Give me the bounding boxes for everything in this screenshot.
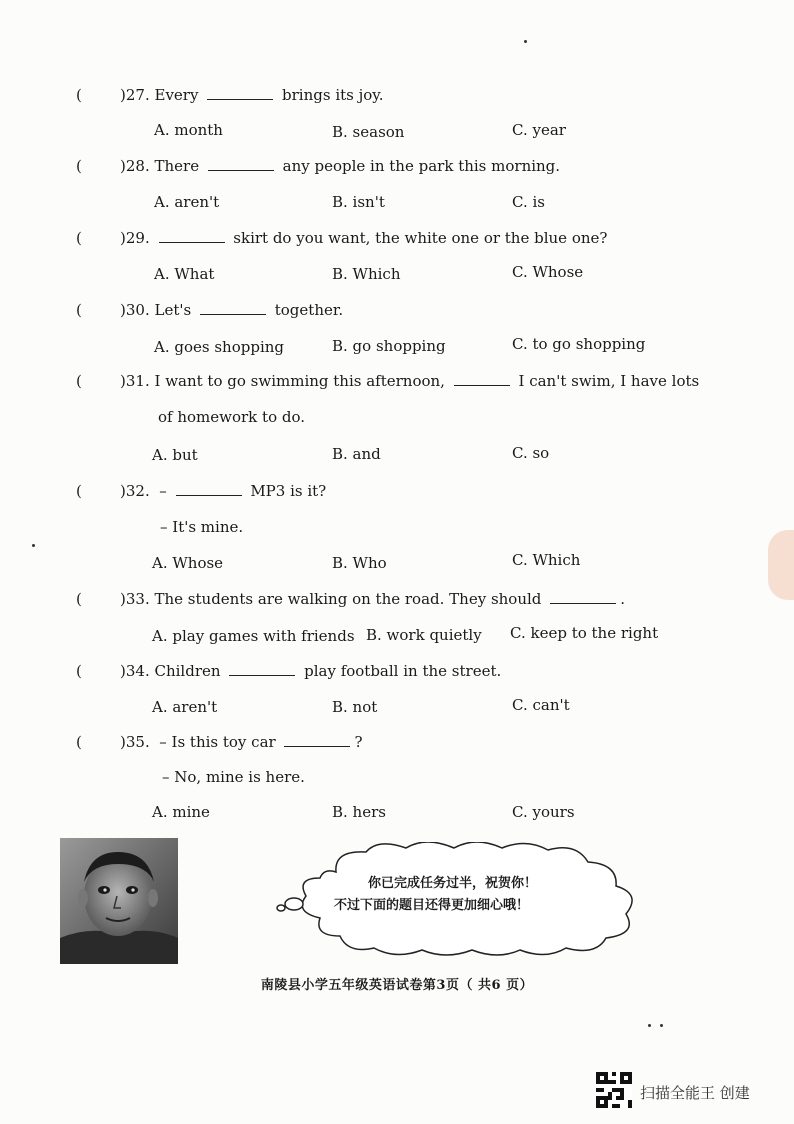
answer-blank — [159, 230, 225, 243]
question-34: ( )34. Children play football in the street. — [76, 662, 502, 680]
answer-paren[interactable]: ( — [76, 590, 82, 608]
question-29: ( )29. skirt do you want, the white one or the blue one? — [76, 229, 608, 247]
answer-paren[interactable]: ( — [76, 662, 82, 680]
scan-speck — [648, 1024, 651, 1027]
cloud-text-line1: 你已完成任务过半，祝贺你！ — [368, 876, 538, 891]
question-stem: skirt do you want, the white one or the blue one? — [233, 229, 608, 247]
scan-speck — [660, 1024, 663, 1027]
answer-paren[interactable]: ( — [76, 733, 82, 751]
question-stem: The students are walking on the road. They should — [154, 590, 542, 608]
option-c: C. keep to the right — [510, 624, 659, 642]
question-number: 28 — [125, 157, 145, 175]
question-number: 34 — [125, 662, 145, 680]
answer-blank — [200, 302, 266, 315]
question-stem: ? — [354, 733, 363, 751]
answer-paren[interactable]: ( — [76, 157, 82, 175]
answer-paren[interactable]: ( — [76, 372, 82, 390]
question-response: – No, mine is here. — [162, 768, 305, 786]
question-stem: Let's — [154, 301, 192, 319]
option-b: B. Who — [332, 554, 387, 572]
option-a: A. goes shopping — [154, 338, 284, 356]
option-c: C. is — [512, 193, 545, 211]
student-photo — [60, 838, 178, 964]
cloud-text-line2: 不过下面的题目还得更加细心哦！ — [334, 898, 530, 913]
option-c: C. to go shopping — [512, 335, 646, 353]
question-number: 27 — [125, 86, 145, 104]
option-b: B. hers — [332, 803, 386, 821]
answer-blank — [208, 158, 274, 171]
option-b: B. isn't — [332, 193, 385, 211]
option-c: C. so — [512, 444, 550, 462]
answer-blank — [207, 87, 273, 100]
question-stem: – Is this toy car — [159, 733, 276, 751]
question-close-paren: ) — [120, 301, 126, 319]
option-b: B. season — [332, 123, 405, 141]
speech-cloud — [276, 842, 648, 962]
answer-paren[interactable]: ( — [76, 482, 82, 500]
answer-blank — [176, 483, 242, 496]
option-a: A. aren't — [154, 193, 220, 211]
option-a: A. but — [152, 446, 198, 464]
question-stem: I want to go swimming this afternoon, — [154, 372, 445, 390]
question-number: 32 — [125, 482, 145, 500]
answer-blank — [550, 591, 616, 604]
question-number: 35 — [125, 733, 145, 751]
question-stem: Children — [154, 662, 221, 680]
scan-speck — [524, 40, 527, 43]
option-a: A. month — [154, 121, 223, 139]
question-number: 33 — [125, 590, 145, 608]
option-b: B. go shopping — [332, 337, 446, 355]
option-a: A. aren't — [152, 698, 218, 716]
question-30: ( )30. Let's together. — [76, 301, 344, 319]
page-footer: 南陵县小学五年级英语试卷第3页（ 共6 页） — [260, 978, 534, 993]
option-c: C. year — [512, 121, 566, 139]
question-response: – It's mine. — [160, 518, 244, 536]
answer-blank — [284, 734, 350, 747]
question-number: 29 — [125, 229, 145, 247]
answer-blank — [454, 373, 510, 386]
option-c: C. Which — [512, 551, 581, 569]
question-stem: together. — [274, 301, 344, 319]
question-close-paren: ) — [120, 733, 126, 751]
question-27: ( )27. Every brings its joy. — [76, 86, 384, 104]
question-stem: play football in the street. — [304, 662, 502, 680]
option-c: C. Whose — [512, 263, 584, 281]
question-number: 30 — [125, 301, 145, 319]
question-stem: Every — [154, 86, 199, 104]
scanner-brand-label: 扫描全能王 创建 — [640, 1084, 750, 1102]
option-c: C. yours — [512, 803, 575, 821]
question-stem: any people in the park this morning. — [282, 157, 561, 175]
option-a: A. mine — [152, 803, 210, 821]
question-35: ( )35. – Is this toy car ? – No, mine is here. — [76, 733, 363, 786]
answer-blank — [229, 663, 295, 676]
question-stem: . — [620, 590, 625, 608]
question-28: ( )28. There any people in the park this morning. — [76, 157, 561, 175]
answer-paren[interactable]: ( — [76, 86, 82, 104]
option-c: C. can't — [512, 696, 570, 714]
option-b: B. not — [332, 698, 378, 716]
question-close-paren: ) — [120, 482, 126, 500]
option-a: A. play games with friends — [152, 627, 355, 645]
question-close-paren: ) — [120, 157, 126, 175]
question-stem-continued: of homework to do. — [158, 408, 306, 426]
question-close-paren: ) — [120, 590, 126, 608]
question-number: 31 — [125, 372, 145, 390]
question-stem: There — [154, 157, 200, 175]
option-a: A. Whose — [152, 554, 224, 572]
question-stem: – — [159, 482, 167, 500]
question-close-paren: ) — [120, 229, 126, 247]
option-b: B. Which — [332, 265, 401, 283]
qr-code-icon[interactable] — [596, 1072, 632, 1108]
question-close-paren: ) — [120, 662, 126, 680]
answer-paren[interactable]: ( — [76, 301, 82, 319]
option-b: B. and — [332, 445, 381, 463]
option-a: A. What — [154, 265, 215, 283]
question-stem: MP3 is it? — [250, 482, 327, 500]
question-32: ( )32. – MP3 is it? – It's mine. — [76, 482, 327, 536]
question-31: ( )31. I want to go swimming this afternoon, I can't swim, I have lots of homework to do. — [76, 372, 700, 426]
answer-paren[interactable]: ( — [76, 229, 82, 247]
question-close-paren: ) — [120, 86, 126, 104]
scan-speck — [32, 544, 35, 547]
option-b: B. work quietly — [366, 626, 482, 644]
question-close-paren: ) — [120, 372, 126, 390]
question-33: ( )33. The students are walking on the road. They should . — [76, 590, 625, 608]
question-stem: I can't swim, I have lots — [518, 372, 700, 390]
question-stem: brings its joy. — [282, 86, 384, 104]
